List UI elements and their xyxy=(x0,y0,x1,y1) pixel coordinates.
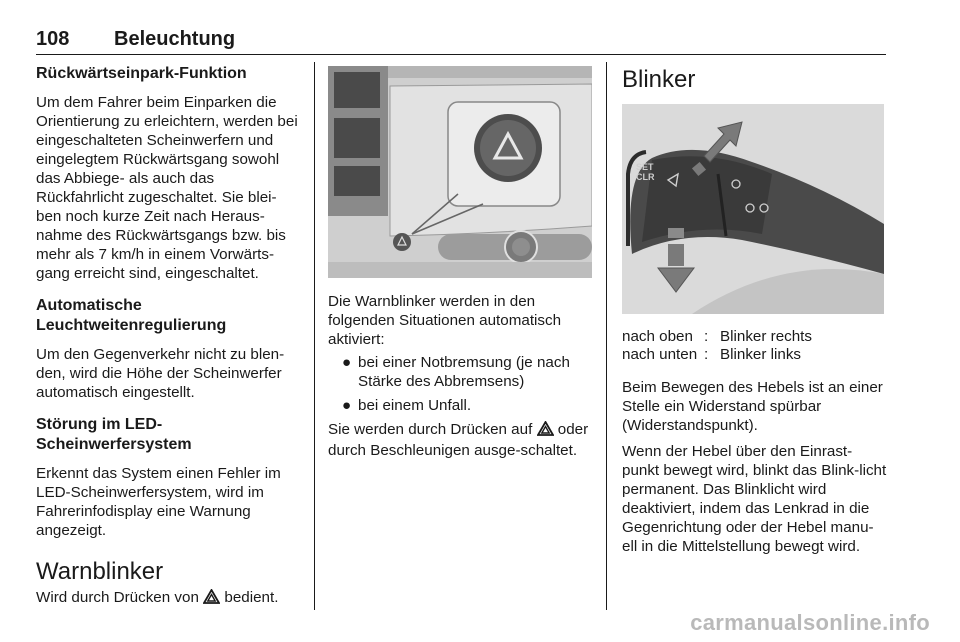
turn-signal-definitions xyxy=(622,328,812,364)
text-fragment: oder durch Beschleunigen ausge-schaltet. xyxy=(328,421,589,459)
section-heading-reverse-parking: Rückwärtseinpark-Funktion xyxy=(36,65,247,82)
column-right xyxy=(622,64,888,556)
section-heading-led-fault xyxy=(36,415,298,455)
section-text-hazard-lights xyxy=(36,588,298,609)
turn-signal-permanent-text: Wenn der Hebel über den Einrast-punkt bewegt wird, blinkt das Blink-licht permanent. Das Blinklicht wird deaktiviert, indem das Lenkrad in die Gegenrichtung oder der Hebel manu-ell in die Mittelstellung bewegt wird. xyxy=(622,443,887,555)
list-item xyxy=(328,396,592,415)
page-header xyxy=(36,26,886,55)
definition-row xyxy=(622,346,812,364)
heading-line: Automatische xyxy=(36,297,142,314)
section-text-led-fault: Erkennt das System einen Fehler im LED-Scheinwerfersystem, wird im Fahrerinfodisplay eine Warnung angezeigt. xyxy=(36,465,281,539)
hazard-warning-triangle-icon xyxy=(203,589,220,609)
hazard-auto-intro: Die Warnblinker werden in den folgenden Situationen automatisch aktiviert: xyxy=(328,293,562,348)
text-fragment: Wird durch Drücken von xyxy=(36,589,199,606)
chapter-title: Beleuchtung xyxy=(114,28,236,50)
hazard-switch-illustration xyxy=(328,66,592,278)
turn-signal-lever-illustration xyxy=(622,104,884,314)
definition-separator: : xyxy=(704,328,709,345)
hazard-warning-triangle-icon xyxy=(537,421,554,441)
column-divider xyxy=(314,62,315,610)
page-number: 108 xyxy=(36,28,70,50)
definition-separator: : xyxy=(704,346,709,363)
text-fragment: bedient. xyxy=(224,589,279,606)
hazard-auto-conditions-list xyxy=(328,353,592,415)
lever-label: CLR xyxy=(636,172,655,182)
definition-row xyxy=(622,328,812,346)
text-fragment: Sie werden durch Drücken auf xyxy=(328,421,533,438)
definition-description: Blinker rechts xyxy=(720,328,813,345)
turn-signal-resistance-text: Beim Bewegen des Hebels ist an einer Stelle ein Widerstand spürbar (Widerstandspunkt). xyxy=(622,379,883,434)
bullet-symbol: ● xyxy=(342,397,352,414)
hazard-auto-outro xyxy=(328,420,592,460)
list-item xyxy=(328,353,592,391)
list-item-text: bei einem Unfall. xyxy=(358,397,472,414)
watermark: carmanualsonline.info xyxy=(690,610,930,635)
definition-term: nach oben xyxy=(622,328,693,345)
lever-label: SET xyxy=(636,162,654,172)
section-text-reverse-parking: Um dem Fahrer beim Einparken die Orientierung zu erleichtern, werden bei eingeschalteten Scheinwerfern und eingelegtem Rückwärtsgang sowohl das Abbiege- als auch das Rückfahrlicht zugeschaltet. Sie blei-ben noch kurze Zeit nach Heraus-nahme des Rückwärtsgangs bzw. bis mehr als 7 km/h in einem Vorwärts-gang erreicht sind, eingeschaltet. xyxy=(36,94,298,282)
column-left xyxy=(36,64,298,609)
section-heading-hazard-lights: Warnblinker xyxy=(36,558,164,585)
heading-line: Leuchtweitenregulierung xyxy=(36,317,227,334)
bullet-symbol: ● xyxy=(342,354,352,371)
definition-description: Blinker links xyxy=(720,346,802,363)
list-item-text: bei einer Notbremsung (je nach Stärke des Abbremsens) xyxy=(358,354,570,390)
definition-term: nach unten xyxy=(622,346,698,363)
heading-line: Störung im LED- xyxy=(36,416,163,433)
section-text-headlight-leveling: Um den Gegenverkehr nicht zu blen-den, wird die Höhe der Scheinwerfer automatisch eingestellt. xyxy=(36,346,285,401)
heading-line: Scheinwerfersystem xyxy=(36,436,192,453)
section-heading-headlight-leveling xyxy=(36,296,298,336)
section-heading-turn-signals: Blinker xyxy=(622,66,696,93)
column-middle xyxy=(328,64,592,460)
column-divider xyxy=(606,62,607,610)
